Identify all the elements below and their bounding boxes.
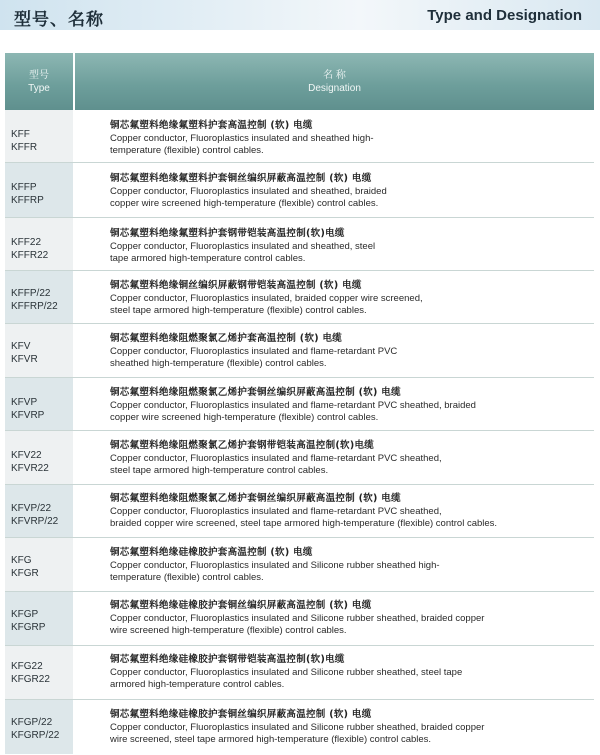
type-cell xyxy=(5,431,75,484)
designation-en-line: wire screened, steel tape armored high-temperature (flexible) control cables. xyxy=(110,734,432,745)
table-row xyxy=(5,700,594,754)
designation-cn: 铜芯氟塑料绝缘硅橡胶护套高温控制 (软) 电缆 xyxy=(110,547,313,558)
designation-cell xyxy=(110,228,586,266)
designation-cn: 铜芯氟塑料绝缘阻燃聚氯乙烯护套钢带铠装高温控制(软)电缆 xyxy=(110,440,375,451)
designation-en-line: braided copper wire screened, steel tape armored high-temperature (flexible) control cables. xyxy=(110,518,498,529)
type-code: KFVR xyxy=(11,354,38,365)
designation-en-line: copper wire screened high-temperature (flexible) control cables. xyxy=(110,198,379,209)
designation-en-line: Copper conductor, Fluoroplastics insulated and flame-retardant PVC xyxy=(110,345,398,357)
designation-en-line: temperature (flexible) control cables. xyxy=(110,572,264,583)
column-header-designation-en: Designation xyxy=(308,83,361,94)
type-code: KFV22 xyxy=(11,450,42,461)
designation-cn: 铜芯氟塑料绝缘阻燃聚氯乙烯护套高温控制 (软) 电缆 xyxy=(110,333,343,344)
type-code: KFG22 xyxy=(11,661,43,672)
type-code: KFFR22 xyxy=(11,250,49,261)
designation-en-line: Copper conductor, Fluoroplastics insulated and flame-retardant PVC sheathed, xyxy=(110,505,442,517)
type-code: KFVP xyxy=(11,397,38,408)
type-code: KFVP/22 xyxy=(11,503,52,514)
type-code: KFFRP/22 xyxy=(11,301,58,312)
designation-en-line: Copper conductor, Fluoroplastics insulated and Silicone rubber sheathed, steel tape xyxy=(110,666,463,678)
type-cell xyxy=(5,163,75,217)
designation-cell xyxy=(110,333,586,371)
column-header-designation-cn: 名 称 xyxy=(323,70,346,81)
type-code: KFVRP/22 xyxy=(11,516,59,527)
header-title-cn: 型号、名称 xyxy=(14,10,104,30)
type-code: KFF22 xyxy=(11,237,42,248)
table-row xyxy=(5,324,594,378)
table-row xyxy=(5,218,594,271)
designation-cn: 铜芯氟塑料绝缘阻燃聚氯乙烯护套铜丝编织屏蔽高温控制 (软) 电缆 xyxy=(110,493,401,504)
designation-cn: 铜芯氟塑料绝缘硅橡胶护套铜丝编织屏蔽高温控制 (软) 电缆 xyxy=(110,709,372,720)
type-cell xyxy=(5,324,75,377)
type-code: KFGR22 xyxy=(11,674,50,685)
type-code: KFFRP xyxy=(11,195,44,206)
table-row xyxy=(5,110,594,163)
type-code: KFGP xyxy=(11,609,39,620)
type-code: KFFP/22 xyxy=(11,288,51,299)
column-header-type xyxy=(5,69,73,95)
designation-en-line: steel tape armored high-temperature (flexible) control cables. xyxy=(110,305,367,316)
designation-en-line: wire screened high-temperature (flexible) control cables. xyxy=(110,625,347,636)
type-code: KFVR22 xyxy=(11,463,49,474)
designation-table xyxy=(5,53,594,755)
type-code: KFV xyxy=(11,341,31,352)
designation-en-line: temperature (flexible) control cables. xyxy=(110,145,264,156)
designation-en-line: Copper conductor, Fluoroplastics insulated and sheathed, steel xyxy=(110,240,376,252)
designation-cn: 铜芯氟塑料绝缘氟塑料护套高温控制 (软) 电缆 xyxy=(110,120,313,131)
designation-en-line: Copper conductor, Fluoroplastics insulated and Silicone rubber sheathed, braided copper xyxy=(110,721,485,733)
type-cell xyxy=(5,538,75,591)
type-cell xyxy=(5,592,75,645)
designation-en-line: Copper conductor, Fluoroplastics insulated and Silicone rubber sheathed high- xyxy=(110,559,440,571)
designation-cn: 铜芯氟塑料绝缘硅橡胶护套铜丝编织屏蔽高温控制 (软) 电缆 xyxy=(110,600,372,611)
designation-en-line: Copper conductor, Fluoroplastics insulated and Silicone rubber sheathed, braided copper xyxy=(110,612,485,624)
designation-cell xyxy=(110,120,586,158)
type-code: KFFP xyxy=(11,182,37,193)
designation-cell xyxy=(110,173,586,211)
table-row xyxy=(5,271,594,324)
table-row xyxy=(5,485,594,538)
type-code: KFVRP xyxy=(11,410,45,421)
designation-en-line: Copper conductor, Fluoroplastics insulated and flame-retardant PVC sheathed, xyxy=(110,452,442,464)
designation-cell xyxy=(110,709,586,747)
type-code: KFFR xyxy=(11,142,38,153)
type-cell xyxy=(5,700,75,754)
designation-cell xyxy=(110,654,586,692)
header-banner xyxy=(0,0,600,30)
type-code: KFGRP/22 xyxy=(11,730,60,741)
column-header-type-cn: 型号 xyxy=(29,70,49,81)
designation-cn: 铜芯氟塑料绝缘硅橡胶护套钢带铠装高温控制(软)电缆 xyxy=(110,654,345,665)
designation-en-line: sheathed high-temperature (flexible) control cables. xyxy=(110,358,327,369)
designation-en-line: Copper conductor, Fluoroplastics insulated and sheathed high- xyxy=(110,132,374,144)
designation-cell xyxy=(110,547,586,585)
designation-en-line: Copper conductor, Fluoroplastics insulated and flame-retardant PVC sheathed, braided xyxy=(110,399,476,411)
designation-cell xyxy=(110,280,586,318)
type-code: KFGR xyxy=(11,568,39,579)
table-row xyxy=(5,431,594,485)
table-row xyxy=(5,592,594,646)
table-row xyxy=(5,163,594,218)
type-cell xyxy=(5,485,75,537)
designation-cn: 铜芯氟塑料绝缘铜丝编织屏蔽钢带铠装高温控制 (软) 电缆 xyxy=(110,280,362,291)
type-cell xyxy=(5,271,75,323)
type-cell xyxy=(5,110,75,162)
designation-en-line: armored high-temperature control cables. xyxy=(110,679,285,690)
designation-en-line: Copper conductor, Fluoroplastics insulated and sheathed, braided xyxy=(110,185,387,197)
column-header-designation xyxy=(75,69,594,95)
table-row xyxy=(5,378,594,431)
type-code: KFGP/22 xyxy=(11,717,53,728)
type-code: KFGRP xyxy=(11,622,46,633)
designation-cn: 铜芯氟塑料绝缘氟塑料护套铜丝编织屏蔽高温控制 (软) 电缆 xyxy=(110,173,372,184)
header-title-en: Type and Designation xyxy=(427,7,582,24)
designation-cn: 铜芯氟塑料绝缘氟塑料护套钢带铠装高温控制(软)电缆 xyxy=(110,228,345,239)
table-row xyxy=(5,646,594,700)
designation-cell xyxy=(110,600,586,638)
designation-cell xyxy=(110,440,586,478)
designation-en-line: Copper conductor, Fluoroplastics insulated, braided copper wire screened, xyxy=(110,292,423,304)
type-code: KFG xyxy=(11,555,32,566)
column-header-type-en: Type xyxy=(28,83,50,94)
designation-cell xyxy=(110,387,586,425)
type-cell xyxy=(5,378,75,430)
designation-en-line: tape armored high-temperature control cables. xyxy=(110,253,306,264)
designation-en-line: copper wire screened high-temperature (flexible) control cables. xyxy=(110,412,379,423)
type-cell xyxy=(5,646,75,699)
table-row xyxy=(5,538,594,592)
designation-en-line: steel tape armored high-temperature control cables. xyxy=(110,465,329,476)
designation-cell xyxy=(110,493,586,531)
table-header xyxy=(5,53,594,110)
type-code: KFF xyxy=(11,129,30,140)
type-cell xyxy=(5,218,75,270)
designation-cn: 铜芯氟塑料绝缘阻燃聚氯乙烯护套铜丝编织屏蔽高温控制 (软) 电缆 xyxy=(110,387,401,398)
